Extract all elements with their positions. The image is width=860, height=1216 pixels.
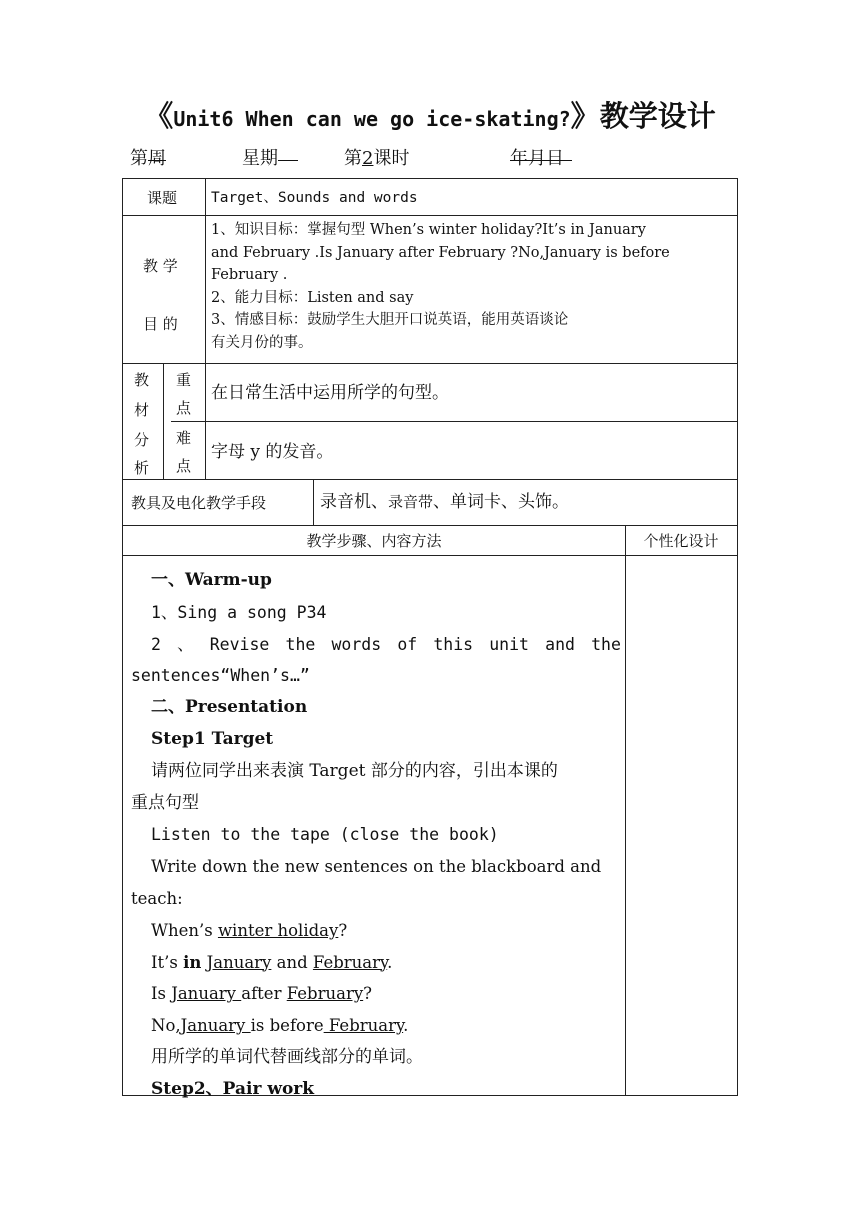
content-line: 请两位同学出来表演 Target 部分的内容，引出本课的 <box>151 760 558 781</box>
weekday-field: 星期 <box>242 144 278 170</box>
analysis-label-2: 材 <box>134 401 150 419</box>
goal-label-bottom: 目 的 <box>143 315 178 333</box>
content-line: Write down the new sentences on the blackboard and <box>151 857 602 877</box>
step2-heading: Step2、Pair work <box>151 1078 315 1099</box>
topic-value: Target、Sounds and words <box>211 190 418 206</box>
title-main: Unit6 When can we go ice-skating? <box>173 107 571 131</box>
personal-design-header: 个性化设计 <box>643 532 719 550</box>
key-point-value: 在日常生活中运用所学的句型。 <box>211 383 449 403</box>
diff-label-2: 点 <box>176 457 192 475</box>
title-close: 》 <box>570 99 600 133</box>
diff-label-1: 难 <box>176 429 192 447</box>
lesson-field: 第2课时 <box>344 148 410 169</box>
difficult-point-value: 字母 y 的发音。 <box>211 442 334 462</box>
title-open: 《 <box>144 99 174 133</box>
sentence-line: Is January after February? <box>151 984 373 1004</box>
week-field: 第 周 <box>130 144 166 170</box>
goal-line: and February .Is January after February ?No,January is before <box>211 244 670 261</box>
goal-line: 1、知识目标：掌握句型 When’s winter holiday?It’s in January <box>211 222 646 238</box>
goal-line: February . <box>211 267 288 283</box>
content-line: teach: <box>131 888 183 908</box>
topic-label: 课题 <box>147 189 178 207</box>
lesson-plan-table <box>122 178 738 1099</box>
title-suffix: 教学设计 <box>599 99 716 133</box>
goal-line: 2、能力目标：Listen and say <box>211 289 414 306</box>
teaching-goals <box>211 219 735 354</box>
sentence-line: It’s in January and February. <box>151 952 393 972</box>
tools-label: 教具及电化教学手段 <box>131 494 267 512</box>
content-line: 重点句型 <box>131 792 199 813</box>
content-line: Listen to the tape (close the book) <box>151 825 499 845</box>
goal-line: 有关月份的事。 <box>211 334 313 351</box>
analysis-label-3: 分 <box>134 431 150 449</box>
content-line: sentences“When’s…” <box>131 666 310 686</box>
goal-line: 3、情感目标：鼓励学生大胆开口说英语，能用英语谈论 <box>211 312 569 328</box>
content-line: 用所学的单词代替画线部分的单词。 <box>151 1046 423 1067</box>
sentence-line: When’s winter holiday? <box>151 920 348 940</box>
date-field: 年 月 日 <box>510 144 564 170</box>
step1-heading: Step1 Target <box>151 728 274 749</box>
sentence-line: No,January is before February. <box>151 1016 409 1036</box>
lesson-content <box>131 565 621 1106</box>
key-label-1: 重 <box>176 371 192 389</box>
content-line: 2 、 Revise the words of this unit and the <box>151 634 621 654</box>
goal-label-top: 教 学 <box>143 257 178 275</box>
steps-header: 教学步骤、内容方法 <box>306 532 442 550</box>
section-warmup: 一、Warm-up <box>151 570 272 590</box>
analysis-label-4: 析 <box>134 459 150 477</box>
section-presentation: 二、Presentation <box>151 697 308 718</box>
analysis-label-1: 教 <box>134 371 150 389</box>
tools-value: 录音机、录音带、单词卡、头饰。 <box>320 492 570 512</box>
content-line: 1、Sing a song P34 <box>151 602 327 622</box>
key-label-2: 点 <box>176 399 192 417</box>
document-title <box>0 94 860 135</box>
